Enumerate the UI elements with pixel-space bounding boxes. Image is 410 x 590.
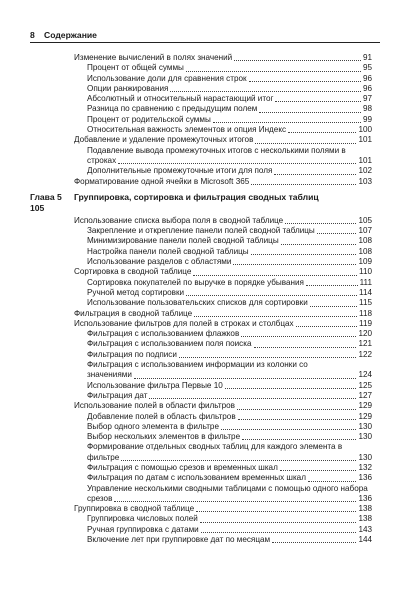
dot-leader: [254, 347, 357, 348]
page-ref: 99: [362, 114, 372, 124]
page-ref: 125: [358, 380, 372, 390]
page-ref: 102: [358, 166, 372, 176]
dot-leader: [225, 388, 357, 389]
entry-title: Группировка в сводной таблице: [74, 504, 195, 514]
page-ref: 138: [358, 514, 372, 524]
entry-title: Добавление полей в область фильтров: [87, 411, 236, 421]
dot-leader: [285, 223, 356, 224]
entry-title: Дополнительные промежуточные итоги для поля: [87, 166, 273, 176]
entry-title: Процент от родительской суммы: [87, 114, 211, 124]
dot-leader: [118, 163, 356, 164]
entry-title: Ручная группировка с датами: [87, 524, 199, 534]
toc-subsection[interactable]: [30, 525, 372, 535]
page-ref: 109: [358, 257, 372, 267]
dot-leader: [259, 112, 361, 113]
dot-leader: [308, 481, 357, 482]
page-ref: 127: [358, 390, 372, 400]
entry-title: Разница по сравнению с предыдущим полем: [87, 104, 258, 114]
page-ref: 108: [358, 246, 372, 256]
entry-title: Изменение вычислений в полях значений: [74, 53, 233, 62]
entry-title: Минимизирование панели полей сводной таблицы: [87, 236, 279, 246]
dot-leader: [296, 326, 357, 327]
page-ref: 120: [358, 329, 372, 339]
page-ref: 103: [358, 176, 372, 186]
toc-section[interactable]: [30, 504, 372, 514]
page-ref: 107: [358, 226, 372, 236]
page-ref: 114: [359, 287, 372, 297]
entry-title: Форматирование одной ячейки в Microsoft 365: [74, 176, 250, 186]
chapter-number: Глава 5: [30, 191, 62, 202]
toc-subsection[interactable]: [30, 350, 372, 360]
dot-leader: [242, 439, 356, 440]
dot-leader: [288, 132, 356, 133]
entry-title: Закрепление и открепление панели полей сводной таблицы: [87, 226, 315, 236]
page-ref: 105: [30, 202, 45, 213]
entry-title: Фильтрация с использованием поля поиска: [87, 339, 252, 349]
entry-title: Абсолютный и относительный нарастающий итог: [87, 94, 274, 104]
entry-title: Фильтрация с помощью срезов и временных шкал: [87, 462, 278, 472]
toc-subsection[interactable]: [30, 115, 372, 125]
toc-subsection[interactable]: [30, 484, 372, 505]
entry-title: Опции ранжирования: [87, 83, 169, 93]
page-ref: 136: [358, 493, 372, 503]
page-ref: 143: [358, 524, 372, 534]
toc-subsection[interactable]: [30, 432, 372, 442]
page-ref: 96: [362, 73, 372, 83]
toc-subsection[interactable]: [30, 257, 372, 267]
toc-subsection[interactable]: [30, 381, 372, 391]
dot-leader: [196, 511, 356, 512]
entry-title: Включение лет при группировке дат по месяцам: [87, 535, 271, 545]
dot-leader: [149, 398, 356, 399]
dot-leader: [317, 233, 357, 234]
toc-section[interactable]: [30, 177, 372, 187]
toc-section[interactable]: [30, 309, 372, 319]
page-number: 8: [30, 30, 35, 40]
page-ref: 105: [358, 215, 372, 225]
page-ref: 130: [358, 452, 372, 462]
dot-leader: [194, 316, 357, 317]
page-ref: 111: [359, 277, 372, 287]
entry-title: Использование списка выбора поля в сводной таблице: [74, 215, 284, 225]
toc-section[interactable]: [30, 319, 372, 329]
page-ref: 101: [358, 135, 372, 145]
toc-section[interactable]: [30, 267, 372, 277]
dot-leader: [179, 357, 357, 358]
page-ref: 121: [358, 339, 372, 349]
entry-title: Использование доли для сравнения строк: [87, 73, 247, 83]
page-ref: 122: [358, 349, 372, 359]
running-title: Содержание: [44, 30, 97, 40]
entry-title: Фильтрация с использованием информации из колонки со значениями: [87, 360, 308, 380]
toc-subsection[interactable]: [30, 84, 372, 94]
page-ref: 129: [358, 411, 372, 421]
page-ref: 129: [358, 401, 372, 411]
toc-section[interactable]: [30, 135, 372, 145]
dot-leader: [281, 244, 357, 245]
entry-title: Использование полей в области фильтров: [74, 401, 235, 411]
page-ref: 138: [358, 504, 372, 514]
toc-subsection[interactable]: [30, 412, 372, 422]
entry-title: Группировка числовых полей: [87, 514, 198, 524]
toc-subsection[interactable]: [30, 473, 372, 483]
dot-leader: [249, 81, 361, 82]
dot-leader: [186, 71, 361, 72]
entry-title: Фильтрация в сводной таблице: [74, 308, 193, 318]
entry-title: Выбор нескольких элементов в фильтре: [87, 432, 241, 442]
dot-leader: [280, 470, 357, 471]
dot-leader: [200, 522, 357, 523]
toc-subsection[interactable]: [30, 288, 372, 298]
toc-subsection[interactable]: [30, 329, 372, 339]
dot-leader: [251, 254, 357, 255]
dot-leader: [234, 60, 361, 61]
page-ref: 130: [358, 421, 372, 431]
toc-subsection[interactable]: [30, 360, 372, 381]
toc-subsection[interactable]: [30, 166, 372, 176]
entry-title: Фильтрация по датам с использованием временных шкал: [87, 473, 306, 483]
page-ref: 118: [359, 308, 372, 318]
dot-leader: [121, 460, 356, 461]
toc-subsection[interactable]: [30, 146, 372, 167]
dot-leader: [272, 542, 356, 543]
entry-title: Сортировка покупателей по выручке в порядке убывания: [87, 277, 304, 287]
page-ref: 110: [359, 267, 372, 277]
page-ref: 101: [358, 155, 372, 165]
toc-section[interactable]: [30, 401, 372, 411]
page-ref: 91: [362, 53, 372, 62]
toc-subsection[interactable]: [30, 339, 372, 349]
dot-leader: [186, 295, 357, 296]
page-header: [30, 30, 380, 43]
entry-title: Выбор одного элемента в фильтре: [87, 421, 219, 431]
dot-leader: [274, 174, 356, 175]
chapter-heading[interactable]: [30, 192, 372, 214]
toc-subsection[interactable]: [30, 226, 372, 236]
dot-leader: [237, 409, 356, 410]
toc-subsection[interactable]: [30, 247, 372, 257]
entry-title: Использование разделов с областями: [87, 257, 232, 267]
page-ref: 119: [359, 318, 372, 328]
chapter-title: Группировка, сортировка и фильтрация сводных таблиц: [74, 191, 319, 202]
entry-title: Фильтрация с использованием флажков: [87, 329, 240, 339]
toc-subsection[interactable]: [30, 514, 372, 524]
dot-leader: [255, 143, 356, 144]
page-ref: 100: [358, 125, 372, 135]
entry-title: Настройка панели полей сводной таблицы: [87, 246, 249, 256]
entry-title: Фильтрация дат: [87, 390, 148, 400]
toc-section[interactable]: [30, 216, 372, 226]
dot-leader: [213, 122, 361, 123]
page-ref: 97: [362, 94, 372, 104]
dot-leader: [134, 378, 357, 379]
dot-leader: [201, 532, 357, 533]
toc-subsection[interactable]: [30, 463, 372, 473]
entry-title: Добавление и удаление промежуточных итогов: [74, 135, 254, 145]
dot-leader: [241, 336, 356, 337]
page-ref: 95: [362, 63, 372, 73]
toc-subsection[interactable]: [30, 298, 372, 308]
toc-subsection[interactable]: [30, 104, 372, 114]
dot-leader: [233, 264, 356, 265]
entry-title: Ручной метод сортировки: [87, 287, 185, 297]
entry-title: Использование фильтров для полей в строках и столбцах: [74, 318, 294, 328]
dot-leader: [221, 429, 356, 430]
toc-subsection[interactable]: [30, 74, 372, 84]
page-ref: 144: [358, 535, 372, 545]
toc-subsection[interactable]: [30, 391, 372, 401]
page-ref: 108: [358, 236, 372, 246]
toc-subsection[interactable]: [30, 278, 372, 288]
page-ref: 132: [358, 462, 372, 472]
entry-title: Формирование отдельных сводных таблиц для каждого элемента в фильтре: [87, 442, 343, 462]
entry-title: Управление несколькими сводными таблицами с помощью одного набора срезов: [87, 483, 368, 503]
dot-leader: [114, 501, 356, 502]
entry-title: Использование фильтра Первые 10: [87, 380, 223, 390]
entry-title: Относительная важность элементов и опция Индекс: [87, 125, 287, 135]
page-ref: 115: [359, 298, 372, 308]
toc-subsection[interactable]: [30, 442, 372, 463]
toc-subsection[interactable]: [30, 535, 372, 545]
page-ref: 96: [362, 83, 372, 93]
dot-leader: [251, 184, 356, 185]
entry-title: Сортировка в сводной таблице: [74, 267, 192, 277]
page-ref: 130: [358, 432, 372, 442]
dot-leader: [275, 101, 361, 102]
page-ref: 124: [358, 370, 372, 380]
dot-leader: [170, 91, 361, 92]
table-of-contents: [30, 53, 372, 545]
toc-subsection[interactable]: [30, 125, 372, 135]
dot-leader: [310, 306, 357, 307]
toc-subsection[interactable]: [30, 94, 372, 104]
toc-subsection[interactable]: [30, 236, 372, 246]
entry-title: Использование пользовательских списков для сортировки: [87, 298, 308, 308]
entry-title: Процент от общей суммы: [87, 63, 184, 73]
dot-leader: [238, 419, 357, 420]
entry-title: Подавление вывода промежуточных итогов с несколькими полями в строках: [87, 145, 346, 165]
page-ref: 136: [358, 473, 372, 483]
toc-section[interactable]: [30, 53, 372, 63]
page-ref: 98: [362, 104, 372, 114]
toc-subsection[interactable]: [30, 63, 372, 73]
dot-leader: [306, 285, 358, 286]
toc-subsection[interactable]: [30, 422, 372, 432]
dot-leader: [193, 275, 357, 276]
entry-title: Фильтрация по подписи: [87, 349, 177, 359]
